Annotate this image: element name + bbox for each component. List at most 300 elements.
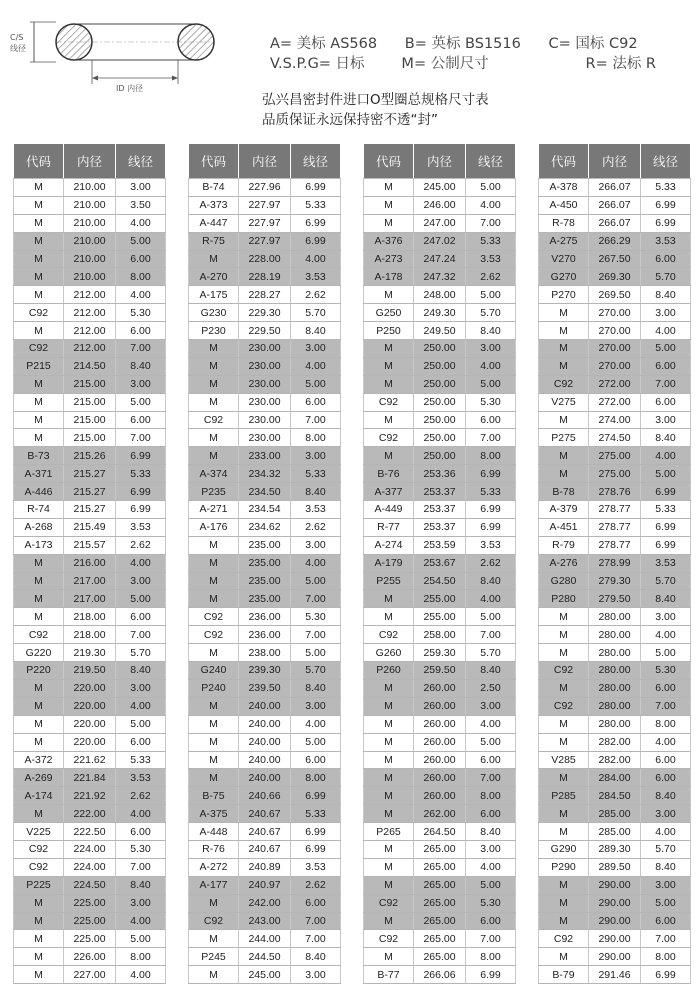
cell-code: M <box>14 375 64 393</box>
table-row <box>14 805 166 823</box>
cell-cross-section: 5.33 <box>641 179 691 197</box>
table-row <box>539 590 691 608</box>
cell-cross-section: 6.00 <box>466 411 516 429</box>
table-row <box>189 894 341 912</box>
cell-cross-section: 5.70 <box>466 644 516 662</box>
cell-code: M <box>14 196 64 214</box>
cell-code: G270 <box>539 268 589 286</box>
cell-inner-diameter: 244.50 <box>239 948 291 966</box>
cell-cross-section: 8.40 <box>641 858 691 876</box>
table-header-row <box>364 144 516 179</box>
cell-code: A-174 <box>14 787 64 805</box>
legend-line-1: A= 美标 AS568 B= 英标 BS1516 C= 国标 C92 <box>270 36 638 52</box>
table-row <box>189 858 341 876</box>
table-row <box>189 876 341 894</box>
cell-inner-diameter: 246.00 <box>414 196 466 214</box>
cell-cross-section: 8.00 <box>466 447 516 465</box>
cell-cross-section: 5.30 <box>291 608 341 626</box>
cell-cross-section: 6.00 <box>116 608 166 626</box>
cell-cross-section: 2.62 <box>466 554 516 572</box>
cell-cross-section: 5.70 <box>291 304 341 322</box>
cell-cross-section: 6.00 <box>466 912 516 930</box>
cell-inner-diameter: 253.59 <box>414 536 466 554</box>
cell-code: A-276 <box>539 554 589 572</box>
table-row <box>14 733 166 751</box>
cell-code: B-78 <box>539 483 589 501</box>
table-row <box>14 608 166 626</box>
table-row <box>364 304 516 322</box>
table-row <box>364 966 516 984</box>
table-row <box>189 733 341 751</box>
table-row <box>539 393 691 411</box>
cell-inner-diameter: 282.00 <box>589 733 641 751</box>
cell-inner-diameter: 265.00 <box>414 912 466 930</box>
cell-code: M <box>189 357 239 375</box>
cell-code: C92 <box>539 697 589 715</box>
cs-label: C/S <box>10 33 24 42</box>
cell-inner-diameter: 240.00 <box>239 751 291 769</box>
table-row <box>364 948 516 966</box>
cell-code: A-447 <box>189 214 239 232</box>
cell-code: C92 <box>364 626 414 644</box>
table-row <box>14 787 166 805</box>
cell-inner-diameter: 250.00 <box>414 411 466 429</box>
cell-inner-diameter: 230.00 <box>239 375 291 393</box>
cell-cross-section: 4.00 <box>641 322 691 340</box>
cell-code: M <box>539 411 589 429</box>
cell-code: V225 <box>14 823 64 841</box>
cell-code: M <box>14 805 64 823</box>
cell-cross-section: 4.00 <box>116 697 166 715</box>
cell-cross-section: 6.00 <box>116 733 166 751</box>
cell-cross-section: 5.00 <box>116 930 166 948</box>
table-row <box>14 447 166 465</box>
cell-code: A-176 <box>189 518 239 536</box>
cell-inner-diameter: 210.00 <box>64 179 116 197</box>
cell-inner-diameter: 266.06 <box>414 966 466 984</box>
cell-cross-section: 6.99 <box>466 518 516 536</box>
cell-code: M <box>14 572 64 590</box>
cell-inner-diameter: 239.30 <box>239 662 291 680</box>
table-row <box>364 340 516 358</box>
table-row <box>364 876 516 894</box>
cell-cross-section: 5.30 <box>116 304 166 322</box>
cell-code: B-73 <box>14 447 64 465</box>
cell-code: M <box>14 250 64 268</box>
cell-inner-diameter: 250.00 <box>414 429 466 447</box>
cell-code: A-379 <box>539 501 589 519</box>
cell-inner-diameter: 215.00 <box>64 393 116 411</box>
table-row <box>14 268 166 286</box>
cell-code: M <box>539 340 589 358</box>
cell-cross-section: 5.00 <box>641 340 691 358</box>
cell-inner-diameter: 243.00 <box>239 912 291 930</box>
header-cross-section: 线径 <box>466 144 516 179</box>
cell-code: M <box>189 340 239 358</box>
cell-cross-section: 5.00 <box>466 733 516 751</box>
table-row <box>539 554 691 572</box>
header-code: 代码 <box>189 144 239 179</box>
cell-inner-diameter: 253.37 <box>414 518 466 536</box>
table-row <box>364 751 516 769</box>
cell-cross-section: 8.40 <box>466 322 516 340</box>
cell-cross-section: 5.00 <box>116 232 166 250</box>
cell-cross-section: 5.70 <box>641 572 691 590</box>
table-row <box>539 214 691 232</box>
cell-inner-diameter: 260.00 <box>414 715 466 733</box>
cell-cross-section: 8.00 <box>466 787 516 805</box>
cell-code: M <box>189 554 239 572</box>
cell-code: B-77 <box>364 966 414 984</box>
table-row <box>14 572 166 590</box>
legend-line-2: V.S.P.G= 日标 M= 公制尺寸 R= 法标 R <box>270 56 657 72</box>
table-row <box>189 340 341 358</box>
cell-cross-section: 6.99 <box>116 501 166 519</box>
cell-cross-section: 7.00 <box>291 930 341 948</box>
table-row <box>539 644 691 662</box>
o-ring-cross-section-diagram <box>8 14 238 94</box>
cell-code: M <box>14 554 64 572</box>
cell-inner-diameter: 236.00 <box>239 626 291 644</box>
cell-cross-section: 5.30 <box>116 840 166 858</box>
table-row <box>14 626 166 644</box>
header-inner-diameter: 内径 <box>589 144 641 179</box>
cell-cross-section: 4.00 <box>116 214 166 232</box>
table-row <box>189 679 341 697</box>
cell-inner-diameter: 240.67 <box>239 840 291 858</box>
table-row <box>14 501 166 519</box>
cell-inner-diameter: 217.00 <box>64 572 116 590</box>
table-row <box>14 393 166 411</box>
cell-inner-diameter: 260.00 <box>414 679 466 697</box>
table-row <box>539 751 691 769</box>
cell-code: C92 <box>189 608 239 626</box>
cell-inner-diameter: 226.00 <box>64 948 116 966</box>
cell-code: C92 <box>14 340 64 358</box>
table-row <box>364 411 516 429</box>
cell-cross-section: 3.00 <box>466 340 516 358</box>
cell-inner-diameter: 224.00 <box>64 858 116 876</box>
cell-code: P230 <box>189 322 239 340</box>
cell-code: C92 <box>539 662 589 680</box>
cell-code: A-448 <box>189 823 239 841</box>
cell-inner-diameter: 240.97 <box>239 876 291 894</box>
cell-code: V275 <box>539 393 589 411</box>
table-row <box>189 429 341 447</box>
cell-cross-section: 6.00 <box>466 751 516 769</box>
cell-code: M <box>364 876 414 894</box>
cell-cross-section: 8.40 <box>466 572 516 590</box>
table-row <box>189 912 341 930</box>
cell-inner-diameter: 266.29 <box>589 232 641 250</box>
cell-cross-section: 6.99 <box>291 179 341 197</box>
cell-cross-section: 5.70 <box>291 662 341 680</box>
table-row <box>189 232 341 250</box>
page-header <box>0 0 700 140</box>
cell-cross-section: 4.00 <box>291 715 341 733</box>
table-row <box>189 769 341 787</box>
cell-cross-section: 6.99 <box>466 465 516 483</box>
cell-inner-diameter: 224.50 <box>64 876 116 894</box>
cell-inner-diameter: 230.00 <box>239 429 291 447</box>
cell-code: A-374 <box>189 465 239 483</box>
table-row <box>539 357 691 375</box>
spec-table-1 <box>13 143 166 984</box>
cell-code: A-273 <box>364 250 414 268</box>
table-row <box>364 769 516 787</box>
cell-inner-diameter: 222.00 <box>64 805 116 823</box>
cell-code: V285 <box>539 751 589 769</box>
cell-inner-diameter: 255.00 <box>414 608 466 626</box>
table-row <box>189 322 341 340</box>
spec-table-3 <box>363 143 516 984</box>
cell-code: G240 <box>189 662 239 680</box>
table-row <box>189 751 341 769</box>
cell-code: A-378 <box>539 179 589 197</box>
cell-code: A-371 <box>14 465 64 483</box>
cell-inner-diameter: 284.50 <box>589 787 641 805</box>
left-cross-section <box>56 24 92 60</box>
cell-code: M <box>539 447 589 465</box>
cell-cross-section: 3.00 <box>116 375 166 393</box>
cell-inner-diameter: 235.00 <box>239 554 291 572</box>
cell-cross-section: 6.00 <box>116 322 166 340</box>
cell-code: M <box>14 912 64 930</box>
cell-cross-section: 3.00 <box>641 304 691 322</box>
cell-inner-diameter: 239.50 <box>239 679 291 697</box>
table-row <box>364 286 516 304</box>
cell-code: G260 <box>364 644 414 662</box>
cell-cross-section: 8.40 <box>641 590 691 608</box>
cell-code: R-76 <box>189 840 239 858</box>
cell-cross-section: 8.00 <box>116 268 166 286</box>
cell-cross-section: 8.40 <box>116 876 166 894</box>
cell-code: B-74 <box>189 179 239 197</box>
cell-inner-diameter: 278.99 <box>589 554 641 572</box>
cell-cross-section: 2.62 <box>291 876 341 894</box>
table-row <box>189 465 341 483</box>
table-row <box>539 966 691 984</box>
cell-code: P270 <box>539 286 589 304</box>
cell-code: M <box>189 590 239 608</box>
cell-inner-diameter: 275.00 <box>589 447 641 465</box>
table-row <box>14 823 166 841</box>
cell-inner-diameter: 215.00 <box>64 411 116 429</box>
cell-inner-diameter: 234.62 <box>239 518 291 536</box>
cell-code: A-373 <box>189 196 239 214</box>
cell-cross-section: 4.00 <box>641 823 691 841</box>
cell-inner-diameter: 269.50 <box>589 286 641 304</box>
table-row <box>189 948 341 966</box>
cell-code: M <box>189 429 239 447</box>
cell-inner-diameter: 278.76 <box>589 483 641 501</box>
cell-cross-section: 4.00 <box>466 590 516 608</box>
table-row <box>539 769 691 787</box>
table-row <box>539 250 691 268</box>
cell-cross-section: 3.00 <box>291 536 341 554</box>
cell-code: M <box>189 894 239 912</box>
table-row <box>364 733 516 751</box>
cell-cross-section: 8.40 <box>116 357 166 375</box>
cell-code: A-376 <box>364 232 414 250</box>
cell-code: G230 <box>189 304 239 322</box>
cell-cross-section: 6.99 <box>641 966 691 984</box>
cell-inner-diameter: 230.00 <box>239 340 291 358</box>
cell-cross-section: 4.00 <box>466 357 516 375</box>
table-row <box>189 930 341 948</box>
cell-cross-section: 4.00 <box>466 715 516 733</box>
cell-cross-section: 5.00 <box>641 644 691 662</box>
table-row <box>364 679 516 697</box>
cell-code: A-173 <box>14 536 64 554</box>
cell-cross-section: 4.00 <box>116 286 166 304</box>
cell-code: M <box>14 608 64 626</box>
cell-cross-section: 3.53 <box>116 518 166 536</box>
table-row <box>539 930 691 948</box>
cell-code: A-177 <box>189 876 239 894</box>
cell-code: A-175 <box>189 286 239 304</box>
table-row <box>364 429 516 447</box>
cell-inner-diameter: 215.26 <box>64 447 116 465</box>
cell-code: C92 <box>14 304 64 322</box>
table-row <box>364 465 516 483</box>
cell-cross-section: 5.30 <box>641 662 691 680</box>
cell-inner-diameter: 227.97 <box>239 232 291 250</box>
cell-code: M <box>14 697 64 715</box>
cell-cross-section: 7.00 <box>291 626 341 644</box>
cell-code: M <box>364 769 414 787</box>
cell-inner-diameter: 250.00 <box>414 357 466 375</box>
cell-code: A-269 <box>14 769 64 787</box>
cell-code: R-74 <box>14 501 64 519</box>
table-row <box>189 179 341 197</box>
cell-inner-diameter: 280.00 <box>589 644 641 662</box>
cell-inner-diameter: 227.00 <box>64 966 116 984</box>
cell-inner-diameter: 265.00 <box>414 894 466 912</box>
cell-code: C92 <box>539 930 589 948</box>
table-row <box>14 536 166 554</box>
cell-code: M <box>364 411 414 429</box>
cell-code: C92 <box>364 393 414 411</box>
cell-cross-section: 6.99 <box>466 501 516 519</box>
table-row <box>364 393 516 411</box>
cell-cross-section: 8.40 <box>466 662 516 680</box>
cell-code: C92 <box>14 858 64 876</box>
cell-code: M <box>364 196 414 214</box>
table-row <box>539 483 691 501</box>
table-row <box>14 876 166 894</box>
cell-code: C92 <box>364 429 414 447</box>
cell-cross-section: 8.40 <box>291 948 341 966</box>
cell-inner-diameter: 290.00 <box>589 948 641 966</box>
cell-code: A-270 <box>189 268 239 286</box>
table-row <box>14 518 166 536</box>
cell-code: P265 <box>364 823 414 841</box>
table-row <box>539 894 691 912</box>
cell-inner-diameter: 236.00 <box>239 608 291 626</box>
cell-code: M <box>189 966 239 984</box>
cell-inner-diameter: 238.00 <box>239 644 291 662</box>
cell-inner-diameter: 247.32 <box>414 268 466 286</box>
cell-code: A-377 <box>364 483 414 501</box>
table-row <box>14 840 166 858</box>
cell-inner-diameter: 250.00 <box>414 340 466 358</box>
cell-code: M <box>539 679 589 697</box>
cell-code: P260 <box>364 662 414 680</box>
cell-cross-section: 5.00 <box>466 375 516 393</box>
cell-code: M <box>189 572 239 590</box>
cell-inner-diameter: 280.00 <box>589 715 641 733</box>
cell-code: M <box>539 948 589 966</box>
table-row <box>189 966 341 984</box>
cell-code: A-450 <box>539 196 589 214</box>
cell-code: M <box>14 286 64 304</box>
table-row <box>189 536 341 554</box>
cell-code: M <box>539 644 589 662</box>
cell-cross-section: 8.00 <box>116 948 166 966</box>
cell-inner-diameter: 280.00 <box>589 679 641 697</box>
cell-code: C92 <box>539 375 589 393</box>
table-row <box>189 393 341 411</box>
cell-cross-section: 6.00 <box>291 894 341 912</box>
cell-code: P255 <box>364 572 414 590</box>
cell-inner-diameter: 225.00 <box>64 912 116 930</box>
table-row <box>14 411 166 429</box>
cell-cross-section: 7.00 <box>466 429 516 447</box>
cell-inner-diameter: 210.00 <box>64 268 116 286</box>
cell-cross-section: 7.00 <box>291 411 341 429</box>
table-row <box>14 644 166 662</box>
cell-inner-diameter: 218.00 <box>64 608 116 626</box>
cell-code: V270 <box>539 250 589 268</box>
table-row <box>364 268 516 286</box>
header-cross-section: 线径 <box>291 144 341 179</box>
cell-inner-diameter: 230.00 <box>239 393 291 411</box>
cell-code: G280 <box>539 572 589 590</box>
table-row <box>189 214 341 232</box>
cell-cross-section: 5.33 <box>466 232 516 250</box>
cell-cross-section: 6.99 <box>466 966 516 984</box>
cell-code: M <box>14 948 64 966</box>
page-title: 弘兴昌密封件进口O型圈总规格尺寸表 <box>262 92 489 108</box>
cell-inner-diameter: 228.19 <box>239 268 291 286</box>
cell-inner-diameter: 270.00 <box>589 304 641 322</box>
table-row <box>14 357 166 375</box>
cell-inner-diameter: 250.00 <box>414 393 466 411</box>
cell-inner-diameter: 224.00 <box>64 840 116 858</box>
table-row <box>189 840 341 858</box>
cell-inner-diameter: 266.07 <box>589 179 641 197</box>
cell-inner-diameter: 266.07 <box>589 196 641 214</box>
cell-inner-diameter: 218.00 <box>64 626 116 644</box>
cell-cross-section: 7.00 <box>466 930 516 948</box>
cell-inner-diameter: 260.00 <box>414 787 466 805</box>
table-row <box>364 608 516 626</box>
table-row <box>364 483 516 501</box>
table-row <box>364 572 516 590</box>
cell-cross-section: 7.00 <box>116 626 166 644</box>
cell-code: M <box>539 304 589 322</box>
cell-inner-diameter: 215.57 <box>64 536 116 554</box>
table-row <box>189 715 341 733</box>
table-row <box>364 930 516 948</box>
cell-inner-diameter: 279.50 <box>589 590 641 608</box>
cell-cross-section: 4.00 <box>291 357 341 375</box>
table-row <box>539 787 691 805</box>
table-row <box>539 840 691 858</box>
cell-cross-section: 5.33 <box>291 805 341 823</box>
cell-cross-section: 3.00 <box>291 966 341 984</box>
